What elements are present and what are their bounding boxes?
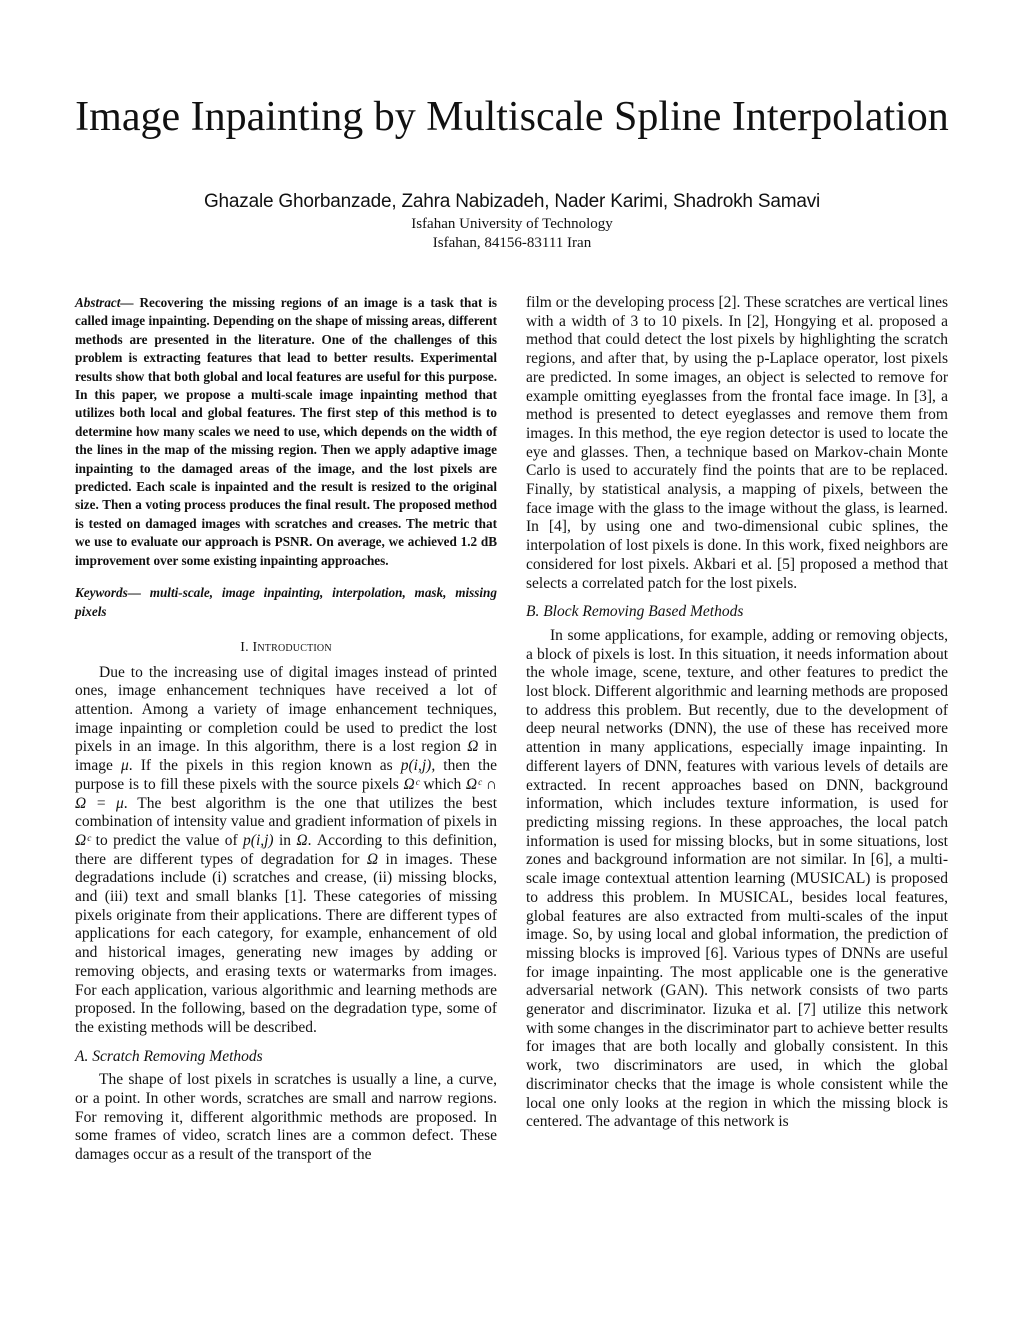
intro-text: in image	[75, 738, 498, 775]
intro-text: in images. These degradations include (i) scratches and crease, (ii) missing blocks, and (iii) text and small blanks [1]. These categories of missing pixels originate from their applications. There are different types of applications for each category, for example, enhancement of old and historical images, generating new images by adding or removing objects, and erasing texts or watermarks from images. For each application, various algorithmic and learning methods are proposed. In the following, based on the degradation type, some of the existing methods will be described.	[75, 850, 497, 1036]
affiliation-institution: Isfahan University of Technology	[411, 216, 613, 232]
intro-text: . According to this definition, there are different types of degradation for	[75, 831, 498, 868]
section-number: I.	[240, 639, 249, 655]
math-omega: Ω	[467, 738, 479, 756]
abstract	[75, 294, 497, 570]
scratch-paragraph-continued: film or the developing process [2]. These scratches are vertical lines with a width of 3 to 10 pixels. In [2], Hongying et al. proposed a method that could detect the lost pixels by highlighting the scratch regions, and after that, by using the p-Laplace operator, lost pixels are predicted. In some images, an object is selected to remove for example omitting eyeglasses from the frontal face image. In [3], a method is presented to detect eyeglasses and remove them from images. In this method, the eye region detector is used to locate the eye and glasses. Then, a technique based on Markov-chain Monte Carlo is used to accurately find the points that are to be replaced. Finally, by statistical analysis, a mapping of pixels, between the face image with the glass to the image without the glass, is learned. In [4], by using one and two-dimensional cubic splines, the interpolation of lost pixels is done. In this work, fixed neighbors are considered for lost pixels. Akbari et al. [5] proposed a method that selects a correlated patch for the lost pixels.	[526, 294, 948, 592]
intro-text: Due to the increasing use of digital images instead of printed ones, image enhancement techniques have received a lot of attention. Among a variety of image enhancement techniques, image inpainting or completion could be used to predict the lost pixels in an image. In this algorithm, there is a lost region	[75, 663, 497, 756]
math-pij: p(i,j),	[400, 757, 436, 775]
keywords	[75, 584, 497, 621]
subsection-heading-scratch: A. Scratch Removing Methods	[75, 1047, 263, 1065]
math-omega: Ω	[366, 850, 379, 868]
math-formula: Ωᶜ ∩ Ω = μ	[75, 775, 497, 812]
intro-text: . The best algorithm is the one that utilizes the best combination of intensity value and gradient information of pixels in	[75, 794, 497, 831]
keywords-text: multi-scale, image inpainting, interpolation, mask, missing pixels	[75, 585, 497, 619]
abstract-label: Abstract—	[75, 295, 134, 310]
math-omega: Ω	[296, 831, 308, 849]
subsection-heading-block: B. Block Removing Based Methods	[526, 603, 744, 621]
intro-text: then the purpose is to fill these pixels with the source pixels	[75, 757, 497, 793]
intro-text: to predict the value of	[90, 831, 244, 849]
keywords-label: Keywords—	[75, 585, 141, 601]
intro-text: in	[273, 831, 297, 849]
scratch-paragraph: The shape of lost pixels in scratches is usually a line, a curve, or a point. In other words, scratches are small and narrow regions. For removing it, different algorithmic methods are proposed. In some frames of video, scratch lines are a common defect. These damages occur as a result of the transport of the	[75, 1071, 497, 1164]
block-paragraph: In some applications, for example, adding or removing objects, a block of pixels is lost. In this situation, it needs information about the whole image, scene, texture, and other features to predict the lost block. Different algorithmic and learning methods are proposed to address this problem. But recently, due to the development of deep neural networks (DNN), the use of these has received more attention in many applications, especially image inpainting. In different layers of DNN, features with various levels of details are extracted. In recent approaches based on DNN, background information, which includes texture information, is used for predicting missing regions. In these approaches, the local patch information is used for missing blocks, but in some situations, lost zones and background information are not similar. In [6], a multi-scale image contextual attention learning (MUSICAL) is proposed to address this problem. In MUSICAL, besides local features, global features are also extracted from multi-scales of the input image. So, by using local and global information, the prediction of missing blocks is improved [6]. Various types of DNNs are useful for image inpainting. The most applicable one is the generative adversarial network (GAN). This network consists of two parts generator and discriminator. Iizuka et al. [7] utilize this network with some changes in the discriminator part to achieve better results for images that are both locally and globally consistent. In this work, two discriminators are used, in which the global discriminator checks that the image is whole consistent while the local one only looks at the region in which the missing block is centered. The advantage of this network is	[526, 626, 948, 1131]
left-column	[75, 294, 497, 1165]
right-column	[526, 294, 948, 1132]
math-omega-complement: Ωᶜ	[403, 775, 419, 793]
intro-paragraph	[75, 664, 497, 1038]
intro-text: . If the pixels in this region known as	[128, 757, 401, 775]
section-heading-introduction	[75, 639, 497, 658]
math-pij: p(i,j)	[243, 831, 274, 849]
abstract-text: Recovering the missing regions of an image is a task that is called image inpainting. Depending on the shape of missing areas, different methods are presented in the literature. One of the challenges of this problem is extracting features that lead to better results. Experimental results show that both global and local features are useful for this purpose. In this paper, we propose a multi-scale image inpainting method that utilizes both local and global features. The first step of this method is to determine how many scales we need to use, which depends on the width of the lines in the map of the missing region. Then we apply adaptive image inpainting to the damaged areas of the image, and the lost pixels are predicted. Each scale is inpainted and the result is resized to the original size. Then a voting process produces the final result. The proposed method is tested on damaged images with scratches and creases. The metric that we use to evaluate our approach is PSNR. On average, we achieved 1.2 dB improvement over some existing inpainting approaches.	[75, 295, 497, 568]
math-mu: μ	[120, 757, 129, 775]
math-omega-complement: Ωᶜ	[75, 831, 91, 849]
affiliation-address: Isfahan, 84156-83111 Iran	[432, 235, 592, 251]
section-title: Introduction	[252, 639, 332, 655]
intro-text: which	[418, 775, 466, 793]
paper-title: Image Inpainting by Multiscale Spline Interpolation	[75, 94, 949, 140]
author-list: Ghazale Ghorbanzade, Zahra Nabizadeh, Nader Karimi, Shadrokh Samavi	[203, 191, 821, 212]
